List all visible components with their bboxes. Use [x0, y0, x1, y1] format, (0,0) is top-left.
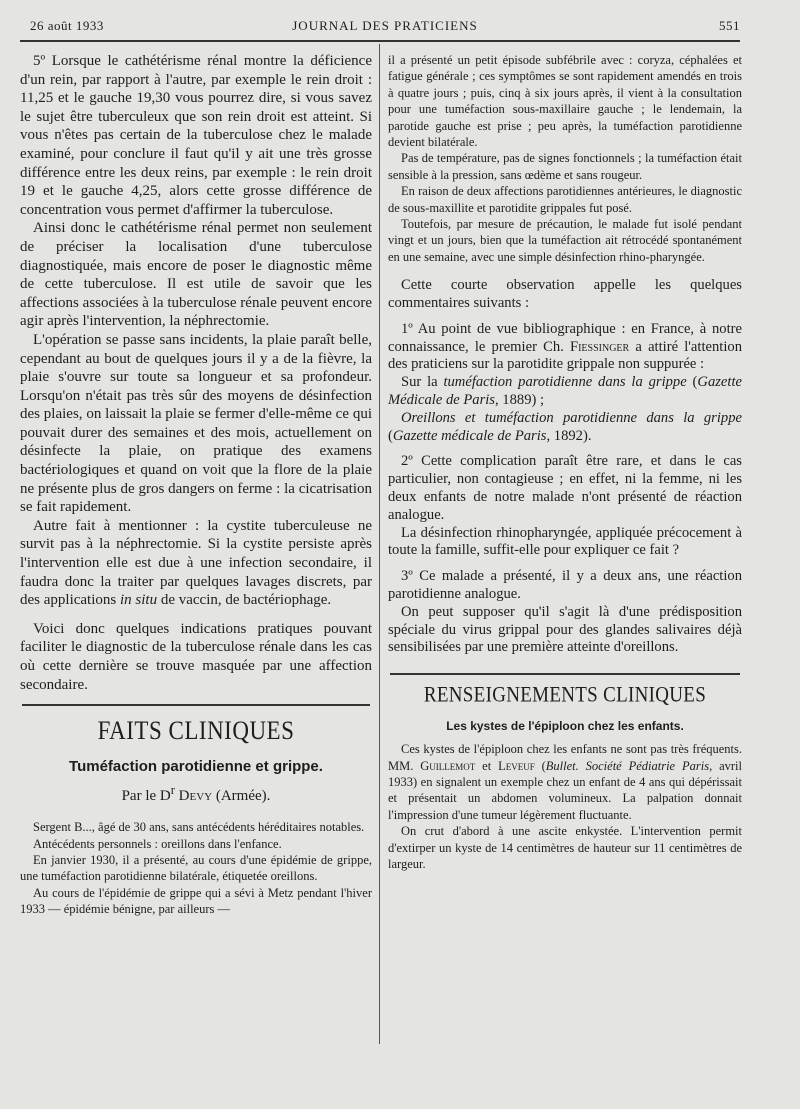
- reference: Oreillons et tuméfaction parotidienne dans la grippe (Gazette médicale de Paris, 1892).: [388, 409, 742, 444]
- author-name: Guillemot: [420, 758, 476, 773]
- article-title: Tuméfaction parotidienne et grippe.: [69, 758, 323, 776]
- author-name: Fiessinger: [569, 338, 630, 355]
- section-title: FAITS CLINIQUES: [97, 716, 295, 745]
- section-rule: [390, 673, 740, 675]
- paragraph: On peut supposer qu'il s'agit là d'une prédisposition spéciale du virus grippal pour des glandes salivaires déjà sensibilisées par une première atteinte d'oreillons.: [388, 603, 742, 656]
- author-name: Leveuf: [498, 758, 535, 773]
- header-rule: [20, 40, 740, 42]
- byline: Par le $D^r$ Devy (Armée).: [121, 783, 271, 805]
- article-title: Les kystes de l'épiploon chez les enfants.: [446, 719, 684, 734]
- column-divider: [379, 44, 380, 1044]
- text-run: de vaccin, de bactériophage.: [157, 592, 332, 609]
- paragraph: Pas de température, pas de signes fonctionnels ; la tuméfaction était sensible à la pression, sans œdème et sans rougeur.: [388, 151, 742, 182]
- paragraph: La désinfection rhinopharyngée, appliquée précocement à toute la famille, suffit-elle pour expliquer ce fait ?: [388, 524, 742, 559]
- paragraph: Sergent B..., âgé de 30 ans, sans antécédents héréditaires notables.: [33, 820, 365, 835]
- paragraph: 1º Au point de vue bibliographique : en France, à notre connaissance, le premier Ch. Fiessinger a attiré l'attention des praticiens sur la parotidite grippale non suppurée :: [388, 320, 742, 373]
- paragraph: L'opération se passe sans incidents, la plaie paraît belle, cependant au bout de quelques jours il y a de la fièvre, la plaie s'ouvre sur toute sa longueur et sa profondeur. Lorsqu'on n'était pas très sûr des moyens de désinfection des plaies, on laissait la plaie se fermer d'elle-même ce qui pouvait durer des semaines et des mois, actuellement on désinfecte la plaie, on pratique des examens bactériologiques et quand on voit que la flore de la plaie ne présente plus de gros dangers on ferme : la cicatrisation se fait rapidement.: [20, 331, 372, 516]
- issue-date: 26 août 1933: [30, 18, 104, 33]
- paragraph: En janvier 1930, il a présenté, au cours d'une épidémie de grippe, une tuméfaction parotidienne bilatérale, étiquetée oreillons.: [20, 853, 372, 884]
- page-number: 551: [719, 18, 740, 33]
- paragraph: 5º Lorsque le cathétérisme rénal montre la déficience d'un rein, par rapport à l'autre, par exemple le rein droit : 11,25 et le gauche 19,30 vous pourrez dire, si vous savez le sujet être tuberculeux que son rein droit est atteint. Si vous n'êtes pas certain de la tuberculose chez le malade examiné, pour conclure il faut qu'il y ait une très grosse différence entre les deux reins, par exemple : le rein droit 19 et le gauche 4,25, alors cette grosse différence de concentration vous permet d'affirmer la tuberculose.: [20, 53, 372, 218]
- paragraph: Au cours de l'épidémie de grippe qui a sévi à Metz pendant l'hiver 1933 — épidémie bénigne, par ailleurs —: [20, 885, 372, 917]
- paragraph: 3º Ce malade a présenté, il y a deux ans, une réaction parotidienne analogue.: [388, 568, 742, 603]
- paragraph: En raison de deux affections parotidiennes antérieures, le diagnostic de sous-maxillite et parotidite grippales fut posé.: [388, 184, 742, 215]
- section-rule: [22, 704, 370, 706]
- paragraph: Toutefois, par mesure de précaution, le malade fut isolé pendant vingt et un jours, bien que la tuméfaction ait rétrocédé spontanément en une semaine, avec une simple désinfection rhino-pharyngée.: [388, 217, 742, 264]
- paragraph: Cette courte observation appelle les quelques commentaires suivants :: [388, 277, 742, 312]
- reference: Sur la tuméfaction parotidienne dans la grippe (Gazette Médicale de Paris, 1889) ;: [388, 374, 742, 409]
- paragraph: On crut d'abord à une ascite enkystée. L'intervention permit d'extirper un kyste de 14 centimètres de hauteur sur 11 centimètres de largeur.: [388, 824, 742, 872]
- author-name: Devy: [178, 788, 213, 805]
- right-column: [388, 52, 742, 872]
- paragraph: Voici donc quelques indications pratiques pouvant faciliter le diagnostic de la tuberculose rénale dans les cas où cette dernière se trouve masquée par une affection secondaire.: [20, 620, 372, 693]
- left-column: [20, 52, 372, 918]
- running-header: [30, 18, 740, 38]
- paragraph: Antécédents personnels : oreillons dans l'enfance.: [33, 836, 282, 851]
- paragraph: Ces kystes de l'épiploon chez les enfants ne sont pas très fréquents. MM. Guillemot et Leveuf (Bullet. Société Pédiatrie Paris, avril 1933) en signalent un exemple chez un enfant de 4 ans qui dépérissait et présentait un abdomen volumineux. La palpation donnait l'impression d'une tumeur légèrement fluctuante.: [388, 742, 742, 822]
- journal-title: JOURNAL DES PRATICIENS: [292, 18, 478, 33]
- paragraph: 2º Cette complication paraît être rare, et dans le cas particulier, non contagieuse ; en effet, ni la femme, ni les deux enfants de notre malade n'ont présenté de réaction analogue.: [388, 453, 742, 523]
- paragraph: Ainsi donc le cathétérisme rénal permet non seulement de préciser la localisation d'une tuberculose diagnostiquée, mais encore de poser le diagnostic même de cette tuberculose. Il est utile de savoir que les affections associées à la tuberculose rénale peuvent encore agir après l'intervention, la néphrectomie.: [20, 220, 372, 330]
- paragraph: [20, 517, 372, 610]
- paragraph: il a présenté un petit épisode subfébrile avec : coryza, céphalées et fatigue générale ; ces symptômes se sont rapidement amendés en trois à quatre jours ; puis, cinq à six jours après, il vient à la consultation pour une tuméfaction sous-maxillaire gauche ; le lendemain, la parotide gauche est prise ; peu après, la tuméfaction parotidienne devient bilatérale.: [388, 53, 742, 150]
- italic-term: in situ: [119, 592, 158, 609]
- journal-ref: Bullet. Société Pédiatrie Paris: [545, 758, 710, 773]
- text-run: Autre fait à mentionner : la cystite tuberculeuse ne survit pas à la néphrectomie. Si la cystite persiste après l'intervention elle est due à une infection secondaire, il faudra donc la traiter par quelques lavages discrets, par des applications: [20, 517, 372, 609]
- section-title: RENSEIGNEMENTS CLINIQUES: [423, 683, 707, 708]
